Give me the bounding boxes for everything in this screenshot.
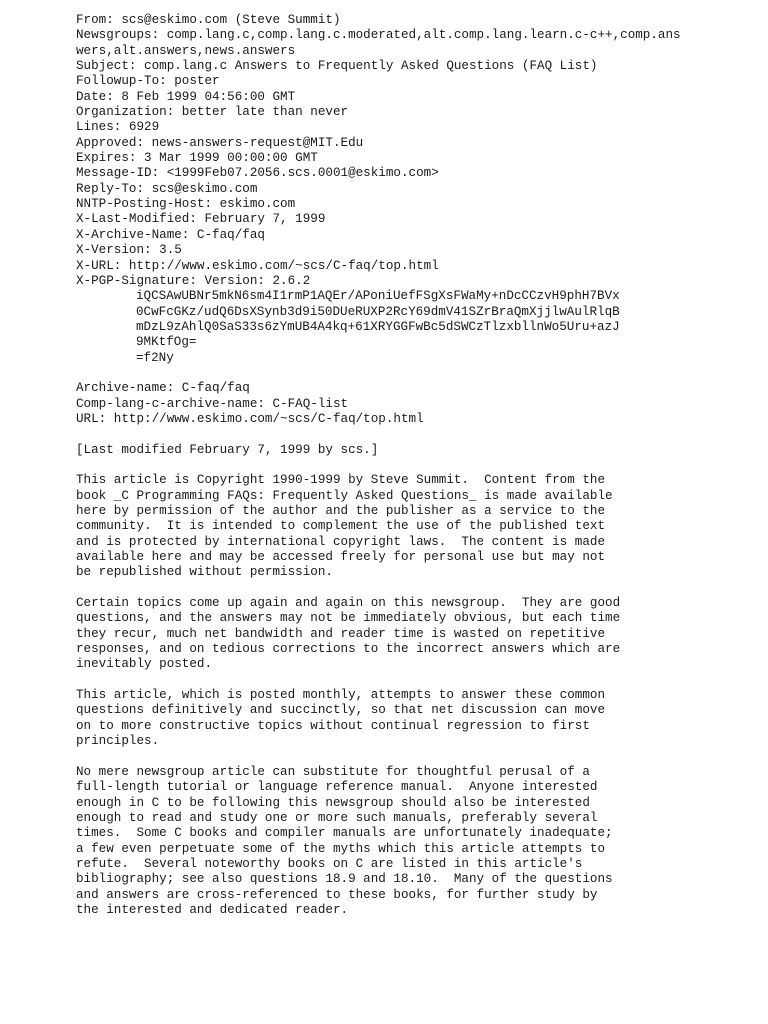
paragraph-line: No mere newsgroup article can substitute for thoughtful perusal of a	[76, 764, 590, 779]
article-headers	[76, 13, 756, 366]
header-x-archive-name: X-Archive-Name: C-faq/faq	[76, 227, 265, 242]
paragraph-topics	[76, 596, 756, 673]
paragraph-line: book _C Programming FAQs: Frequently Asked Questions_ is made available	[76, 488, 613, 503]
header-x-pgp-signature: X-PGP-Signature: Version: 2.6.2	[76, 273, 311, 288]
header-subject: Subject: comp.lang.c Answers to Frequently Asked Questions (FAQ List)	[76, 59, 598, 74]
paragraph-line: be republished without permission.	[76, 565, 333, 580]
header-newsgroups: Newsgroups: comp.lang.c,comp.lang.c.moderated,alt.comp.lang.learn.c-c++,comp.ans	[76, 28, 681, 43]
paragraph-line: and answers are cross-referenced to these books, for further study by	[76, 887, 598, 902]
comp-lang-c-archive-name: Comp-lang-c-archive-name: C-FAQ-list	[76, 396, 349, 411]
last-modified-note: [Last modified February 7, 1999 by scs.]	[76, 442, 379, 457]
paragraph-no-substitute	[76, 765, 756, 918]
header-approved: Approved: news-answers-request@MIT.Edu	[76, 135, 364, 150]
paragraph-line: principles.	[76, 734, 160, 749]
paragraph-monthly	[76, 688, 756, 749]
paragraph-copyright	[76, 473, 756, 580]
header-x-last-modified: X-Last-Modified: February 7, 1999	[76, 212, 326, 227]
header-message-id: Message-ID: <1999Feb07.2056.scs.0001@eskimo.com>	[76, 166, 439, 181]
spacer	[76, 673, 756, 688]
spacer	[76, 750, 756, 765]
paragraph-line: and is protected by international copyright laws. The content is made	[76, 534, 606, 549]
paragraph-line: full-length tutorial or language reference manual. Anyone interested	[76, 780, 598, 795]
spacer	[76, 366, 756, 381]
header-x-url: X-URL: http://www.eskimo.com/~scs/C-faq/top.html	[76, 258, 439, 273]
archive-name: Archive-name: C-faq/faq	[76, 381, 250, 396]
paragraph-line: community. It is intended to complement the use of the published text	[76, 519, 606, 534]
header-lines: Lines: 6929	[76, 120, 160, 135]
pgp-signature-line: iQCSAwUBNr5mkN6sm4I1rmP1AQEr/APoniUefFSgXsFWaMy+nDcCCzvH9phH7BVx	[136, 289, 620, 304]
paragraph-line: enough in C to be following this newsgroup should also be interested	[76, 795, 590, 810]
paragraph-line: responses, and on tedious corrections to the incorrect answers which are	[76, 642, 621, 657]
pgp-signature-line: 9MKtfOg=	[136, 335, 197, 350]
spacer	[76, 427, 756, 442]
paragraph-line: Certain topics come up again and again on this newsgroup. They are good	[76, 596, 621, 611]
archive-url: URL: http://www.eskimo.com/~scs/C-faq/top.html	[76, 411, 424, 426]
header-date: Date: 8 Feb 1999 04:56:00 GMT	[76, 89, 296, 104]
spacer	[76, 458, 756, 473]
header-x-version: X-Version: 3.5	[76, 243, 182, 258]
usenet-article	[76, 13, 756, 918]
archive-info	[76, 381, 756, 427]
paragraph-line: refute. Several noteworthy books on C are listed in this article's	[76, 856, 583, 871]
pgp-signature-line: 0CwFcGKz/udQ6DsXSynb3d9i50DUeRUXP2RcY69dmV41SZrBraQmXjjlwAulRlqB	[136, 304, 620, 319]
header-organization: Organization: better late than never	[76, 105, 349, 120]
paragraph-line: inevitably posted.	[76, 657, 213, 672]
paragraph-line: This article is Copyright 1990-1999 by Steve Summit. Content from the	[76, 473, 606, 488]
paragraph-line: questions definitively and succinctly, so that net discussion can move	[76, 703, 606, 718]
paragraph-line: on to more constructive topics without continual regression to first	[76, 718, 590, 733]
spacer	[76, 581, 756, 596]
paragraph-line: questions, and the answers may not be immediately obvious, but each time	[76, 611, 621, 626]
paragraph-line: they recur, much net bandwidth and reader time is wasted on repetitive	[76, 626, 606, 641]
paragraph-line: enough to read and study one or more such manuals, preferably several	[76, 810, 598, 825]
paragraph-line: bibliography; see also questions 18.9 and 18.10. Many of the questions	[76, 872, 613, 887]
header-newsgroups-continued: wers,alt.answers,news.answers	[76, 43, 296, 58]
header-followup-to: Followup-To: poster	[76, 74, 220, 89]
paragraph-line: a few even perpetuate some of the myths which this article attempts to	[76, 841, 606, 856]
paragraph-line: times. Some C books and compiler manuals are unfortunately inadequate;	[76, 826, 613, 841]
header-expires: Expires: 3 Mar 1999 00:00:00 GMT	[76, 151, 318, 166]
pgp-signature-block	[76, 289, 756, 366]
paragraph-line: available here and may be accessed freely for personal use but may not	[76, 550, 606, 565]
header-reply-to: Reply-To: scs@eskimo.com	[76, 181, 258, 196]
paragraph-line: the interested and dedicated reader.	[76, 902, 349, 917]
header-from: From: scs@eskimo.com (Steve Summit)	[76, 13, 341, 27]
pgp-signature-line: mDzL9zAhlQ0SaS33s6zYmUB4A4kq+61XRYGGFwBc5dSWCzTlzxbllnWo5Uru+azJ	[136, 319, 620, 334]
header-nntp-posting-host: NNTP-Posting-Host: eskimo.com	[76, 197, 296, 212]
paragraph-line: This article, which is posted monthly, attempts to answer these common	[76, 688, 606, 703]
paragraph-line: here by permission of the author and the publisher as a service to the	[76, 504, 606, 518]
pgp-signature-line: =f2Ny	[136, 350, 174, 365]
